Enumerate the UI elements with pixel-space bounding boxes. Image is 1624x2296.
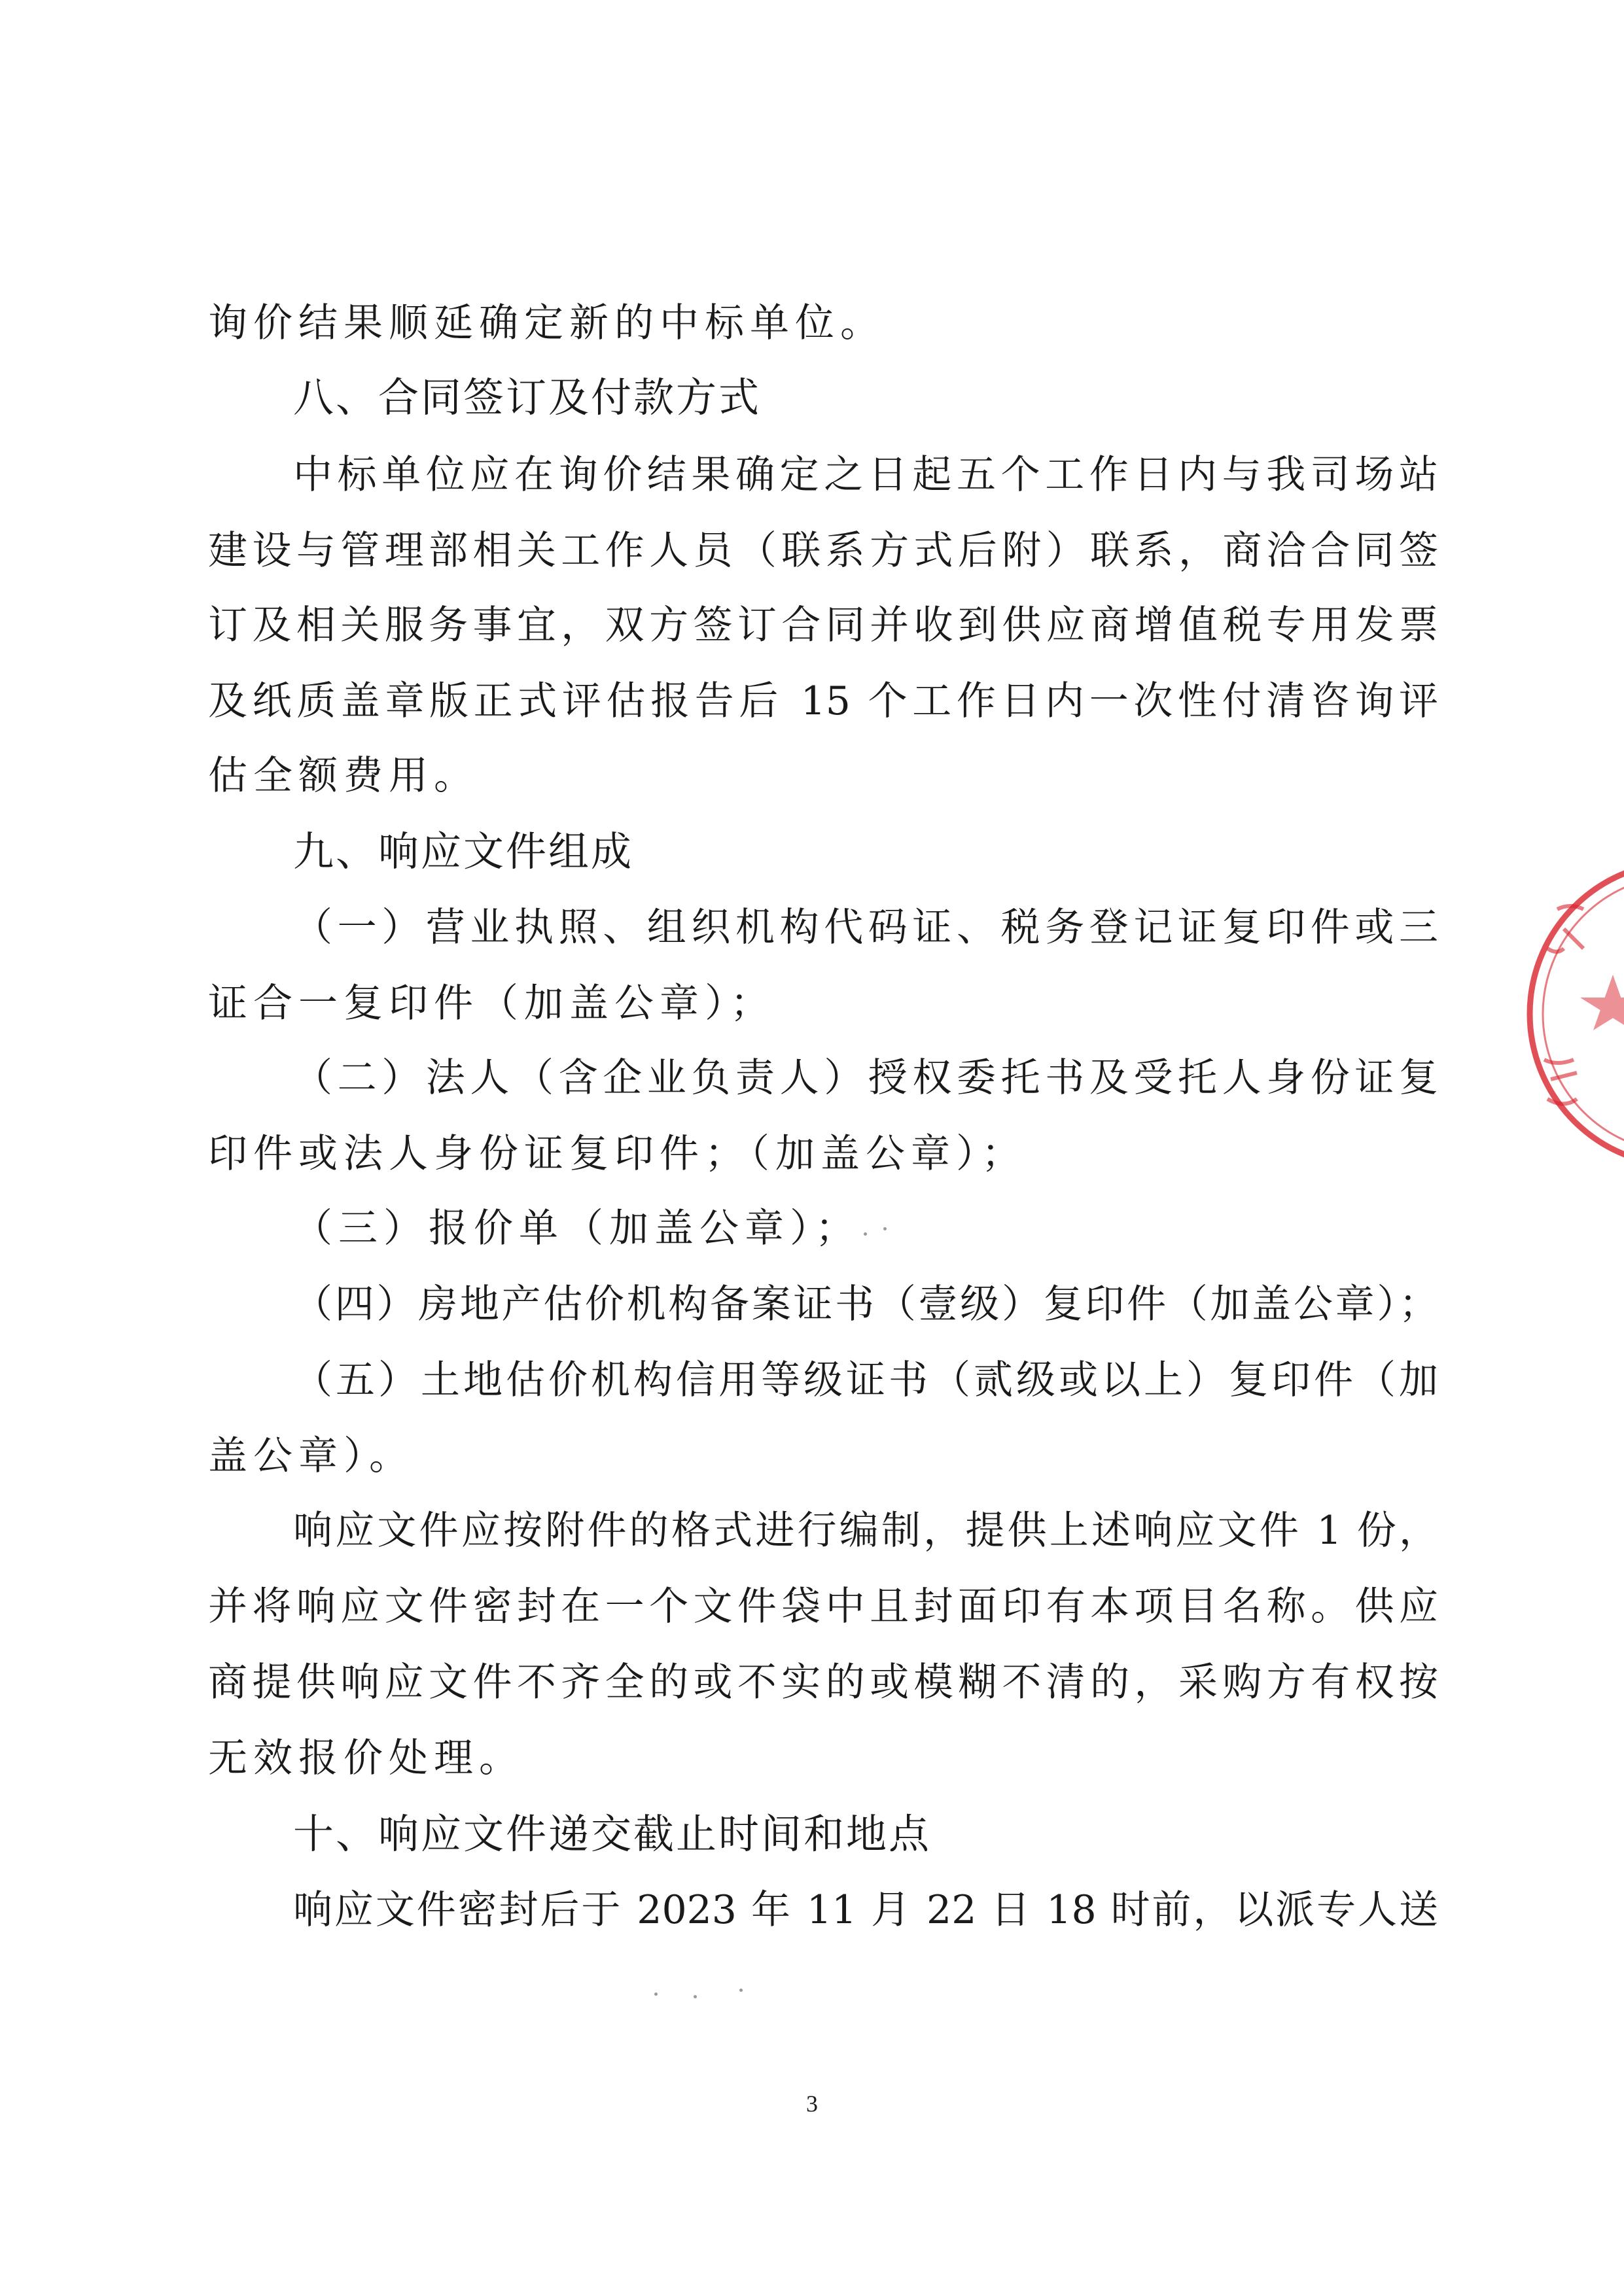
- scan-speck: [694, 1995, 697, 1998]
- body-line: 询价结果顺延确定新的中标单位。: [208, 300, 885, 346]
- body-line: （四）房地产估价机构备案证书（壹级）复印件（加盖公章）；: [293, 1281, 1438, 1327]
- section-heading-8: 八、合同签订及付款方式: [293, 374, 762, 421]
- body-line: 响应文件密封后于 2023 年 11 月 22 日 18 时前，以派专人送: [293, 1887, 1438, 1933]
- scan-speck: [654, 1992, 658, 1996]
- body-line: 订及相关服务事宜，双方签订合同并收到供应商增值税专用发票: [208, 602, 1438, 648]
- body-line: 建设与管理部相关工作人员（联系方式后附）联系，商洽合同签: [208, 528, 1438, 574]
- body-line: 印件或法人身份证复印件；（加盖公章）；: [208, 1131, 1027, 1177]
- body-line: 无效报价处理。: [208, 1735, 524, 1781]
- body-line: 盖公章）。: [208, 1433, 414, 1479]
- body-line: 证合一复印件（加盖公章）；: [208, 981, 775, 1026]
- scan-speck: [864, 1232, 867, 1236]
- scan-speck: [883, 1227, 887, 1230]
- company-seal-stamp: [1518, 850, 1624, 1180]
- section-heading-10: 十、响应文件递交截止时间和地点: [293, 1810, 932, 1858]
- body-line: （五）土地估价机构信用等级证书（贰级或以上）复印件（加: [293, 1357, 1438, 1403]
- body-line: 响应文件应按附件的格式进行编制，提供上述响应文件 1 份，: [293, 1508, 1438, 1554]
- body-line: 并将响应文件密封在一个文件袋中且封面印有本项目名称。供应: [208, 1584, 1438, 1629]
- scan-speck: [739, 1989, 743, 1992]
- body-line: （一）营业执照、组织机构代码证、税务登记证复印件或三: [293, 905, 1438, 950]
- body-line: 商提供响应文件不齐全的或不实的或模糊不清的，采购方有权按: [208, 1660, 1438, 1705]
- body-line: 估全额费用。: [208, 753, 479, 799]
- section-heading-9: 九、响应文件组成: [293, 827, 634, 875]
- body-line: 及纸质盖章版正式评估报告后 15 个工作日内一次性付清咨询评: [208, 678, 1438, 724]
- body-line: （二）法人（含企业负责人）授权委托书及受托人身份证复: [293, 1055, 1438, 1101]
- body-line: （三）报价单（加盖公章）；: [293, 1206, 860, 1251]
- page-number: 3: [806, 2091, 818, 2117]
- body-line: 中标单位应在询价结果确定之日起五个工作日内与我司场站: [293, 452, 1438, 498]
